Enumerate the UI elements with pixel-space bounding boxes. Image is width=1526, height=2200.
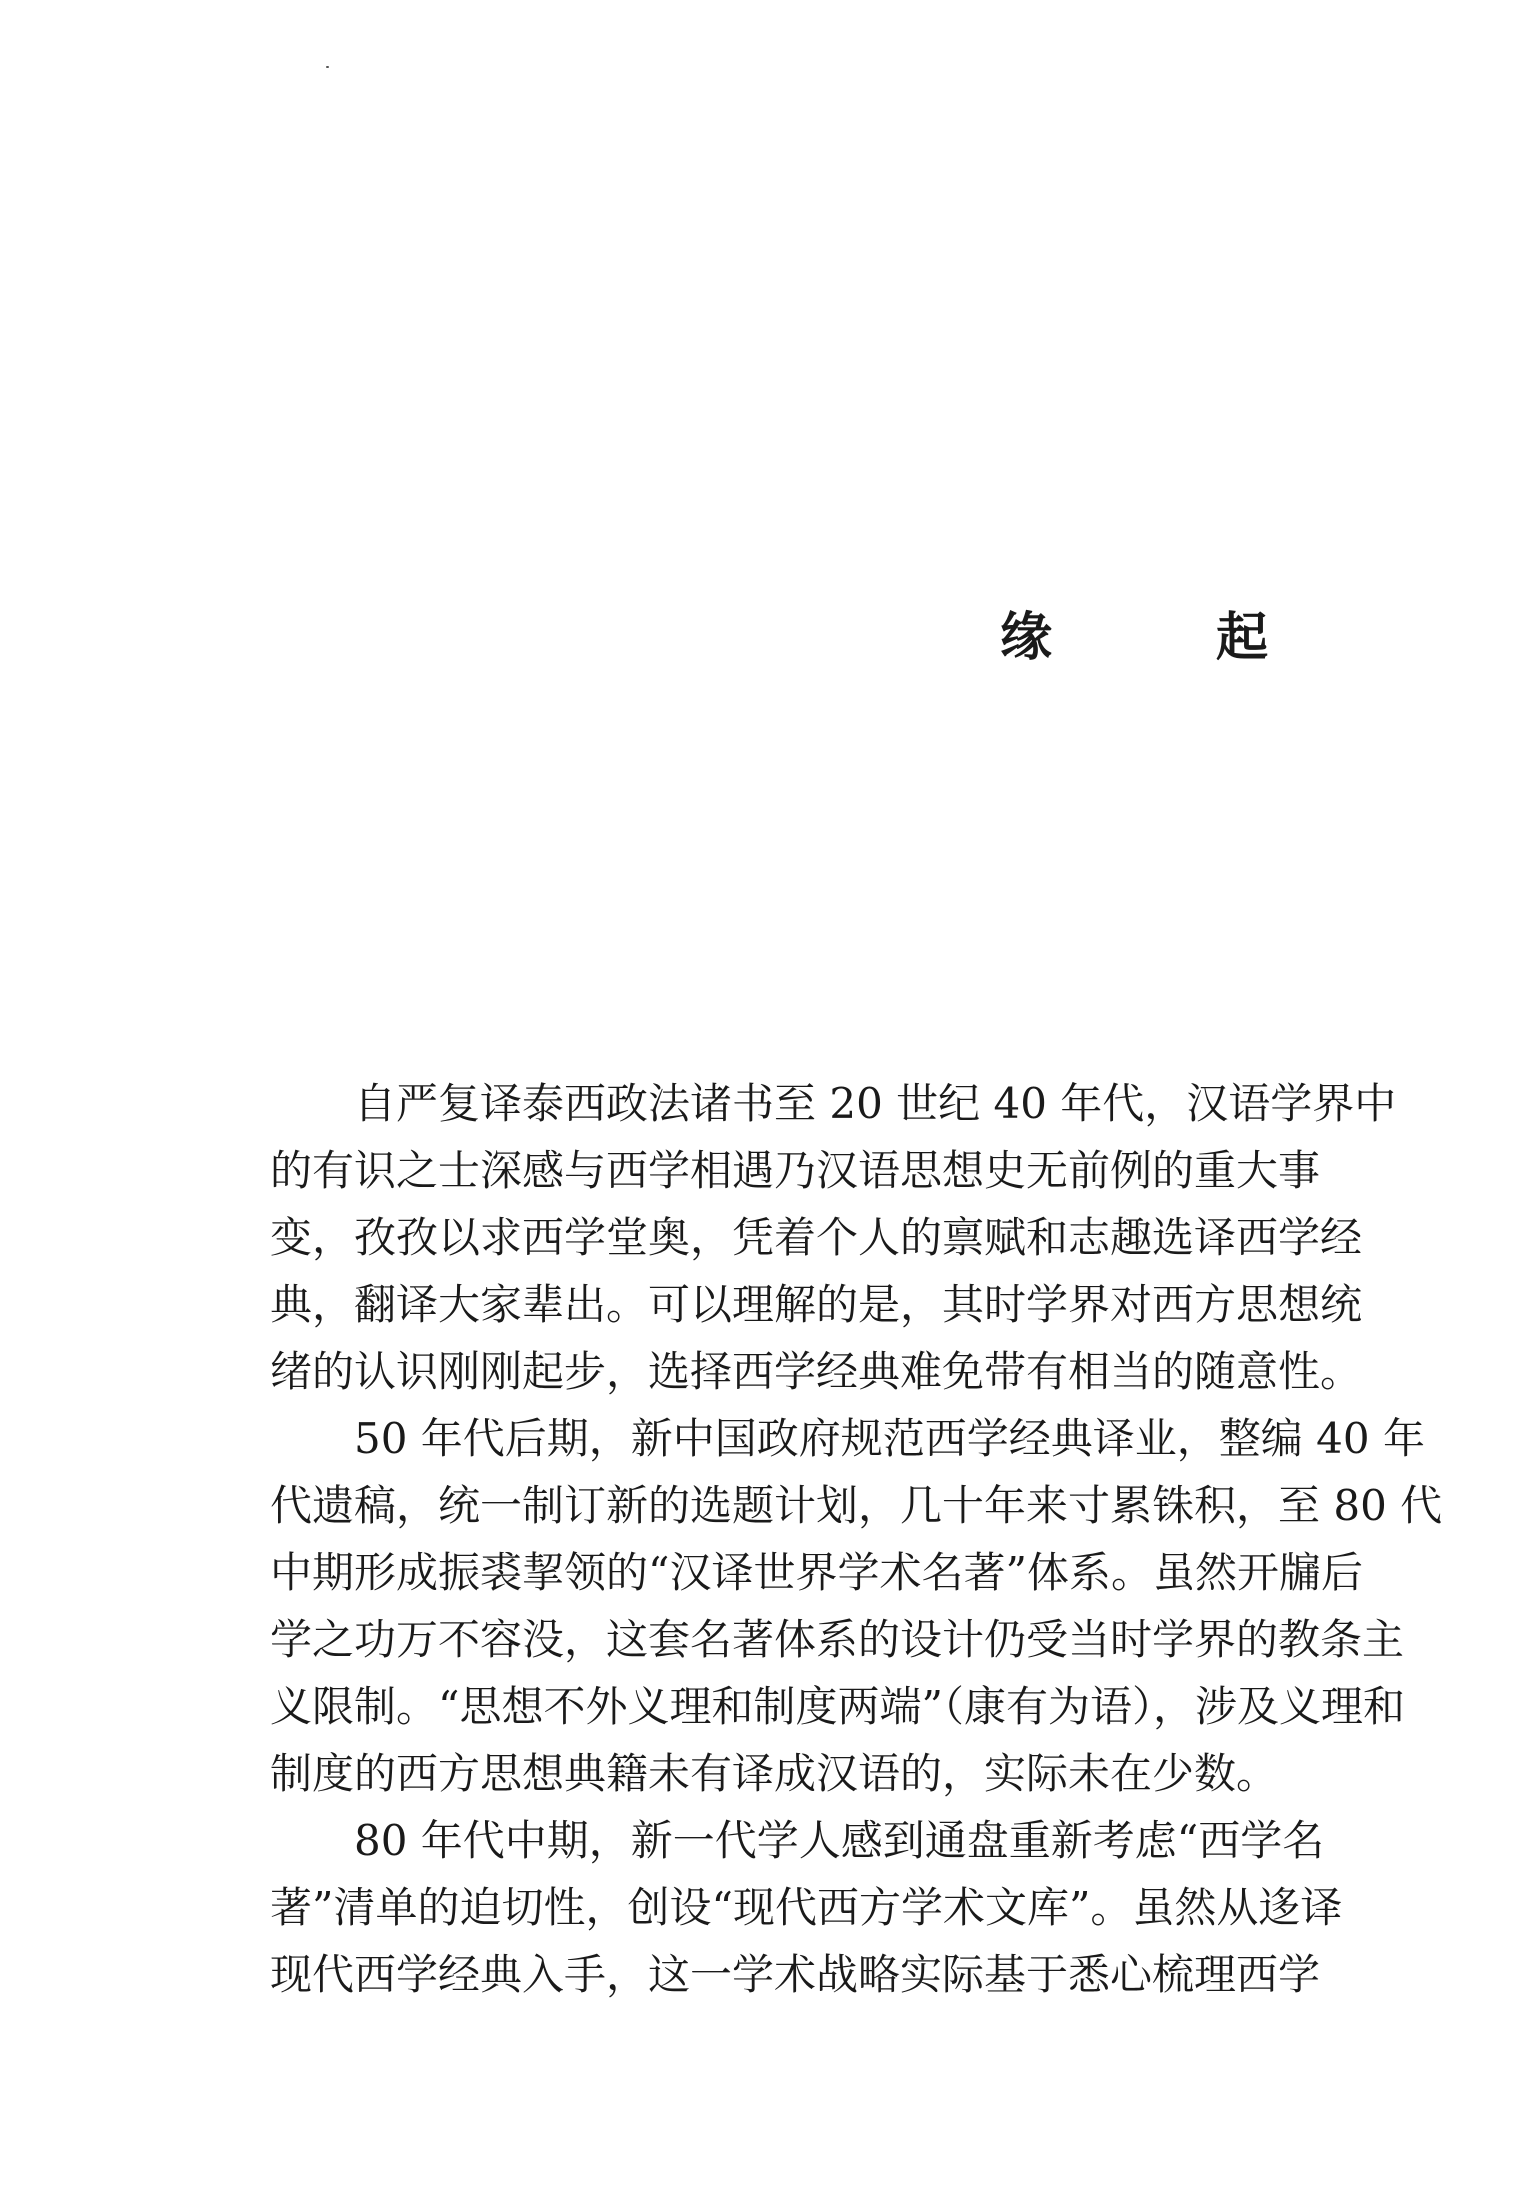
text-line: 中期形成振裘挈领的“汉译世界学术名著”体系。虽然开牖后: [270, 1548, 1363, 1597]
text-line: 绪的认识刚刚起步，选择西学经典难免带有相当的随意性。: [270, 1347, 1363, 1396]
chapter-title: 缘 起: [999, 607, 1324, 668]
text-line: 代遗稿，统一制订新的选题计划，几十年来寸累铢积，至 80 代: [270, 1481, 1443, 1530]
text-line: 著”清单的迫切性，创设“现代西方学术文库”。虽然从迻译: [270, 1883, 1343, 1932]
text-line: 自严复译泰西政法诸书至 20 世纪 40 年代，汉语学界中: [354, 1079, 1397, 1128]
text-line: 现代西学经典入手，这一学术战略实际基于悉心梳理西学: [270, 1950, 1321, 1999]
text-line: 的有识之士深感与西学相遇乃汉语思想史无前例的重大事: [270, 1146, 1321, 1195]
text-line: 制度的西方思想典籍未有译成汉语的，实际未在少数。: [270, 1749, 1279, 1798]
body-text: [270, 1070, 1443, 2008]
scan-speck: [326, 66, 329, 68]
text-line: 典，翻译大家辈出。可以理解的是，其时学界对西方思想统: [270, 1280, 1363, 1329]
text-line: 义限制。“思想不外义理和制度两端”（康有为语），涉及义理和: [270, 1682, 1405, 1731]
text-line: 学之功万不容没，这套名著体系的设计仍受当时学界的教条主: [270, 1615, 1405, 1664]
text-line: 80 年代中期，新一代学人感到通盘重新考虑“西学名: [354, 1816, 1325, 1865]
text-line: 50 年代后期，新中国政府规范西学经典译业，整编 40 年: [354, 1414, 1425, 1463]
text-line: 变，孜孜以求西学堂奥，凭着个人的禀赋和志趣选译西学经: [270, 1213, 1363, 1262]
